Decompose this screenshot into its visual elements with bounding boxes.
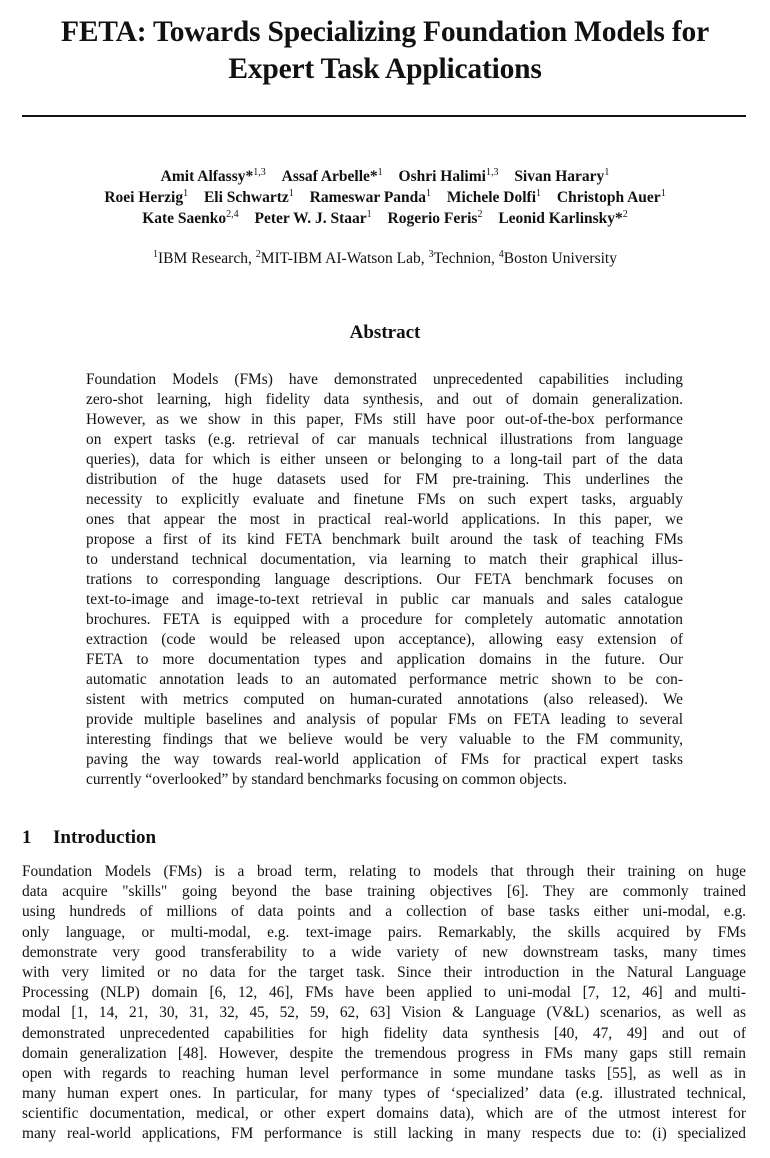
intro-line: scientific documentation, medical, or other expert domains data), which are of the utmost interest for [22, 1105, 746, 1123]
abstract-line: currently “overlooked” by standard benchmarks focusing on common objects. [86, 771, 567, 788]
author [204, 189, 294, 206]
abstract-line: ones that appear the most in practical real-world applications. In this paper, we [86, 511, 683, 528]
author-name: Roei Herzig [104, 189, 184, 206]
affiliation [499, 250, 617, 267]
author-name: Rogerio Feris [387, 210, 478, 227]
abstract-line: zero-shot learning, high fidelity data synthesis, and out of domain generalization. [86, 391, 683, 408]
abstract-line: propose a first of its kind FETA benchmark built around the task of teaching FMs [86, 531, 683, 548]
author-affil-sup: 1 [660, 188, 666, 199]
author-affil-sup: 2 [477, 209, 483, 220]
abstract-line: text-to-image and image-to-text retrieval in public car manuals and sales catalogue [86, 591, 683, 608]
author [514, 168, 609, 185]
author [310, 189, 431, 206]
author-affil-sup: 2 [622, 209, 628, 220]
abstract-line: queries), data for which is either unseen or belonging to a long-tail part of the data [86, 451, 683, 468]
author [447, 189, 541, 206]
author-name: Assaf Arbelle* [281, 168, 378, 185]
author [498, 210, 627, 227]
abstract-heading: Abstract [349, 322, 421, 343]
abstract-line: trations to corresponding language descriptions. Our FETA benchmark focuses on [86, 571, 683, 588]
abstract-line: automatic annotation leads to an automated performance metric shown to be con- [86, 671, 683, 688]
affiliation-sup: 4 [498, 249, 504, 260]
affiliation-name: Technion, [433, 250, 495, 267]
author-name: Michele Dolfi [446, 189, 537, 206]
title-line: FETA: Towards Specializing Foundation Models for [61, 16, 709, 48]
author-name: Peter W. J. Staar [254, 210, 367, 227]
intro-line: many human expert ones. In particular, for many types of ‘specialized’ data (e.g. illustrated technical, [22, 1085, 746, 1103]
author [282, 168, 383, 185]
abstract-line: sistent with metrics computed on human-curated annotations (also released). We [86, 691, 683, 708]
author [161, 168, 266, 185]
intro-line: demonstrated unprecedented capabilities for high fidelity data synthesis [40, 47, 49] and out of [22, 1024, 746, 1042]
affiliation-name: Boston University [503, 250, 617, 267]
abstract-line: paving the way towards real-world application of FMs for practical expert tasks [86, 751, 683, 768]
intro-line: open with regards to reaching human level performance in some mundane tasks [55], as well as in [22, 1064, 746, 1082]
abstract-line: extraction (code would be released upon acceptance), allowing easy extension of [86, 631, 683, 648]
author [388, 210, 483, 227]
abstract-line: brochures. FETA is equipped with a procedure for completely automatic annotation [86, 611, 683, 628]
intro-line: modal [1, 14, 21, 30, 31, 32, 45, 52, 59, 62, 63] Vision & Language (V&L) scenarios, as well as [22, 1004, 746, 1022]
section-heading-introduction [22, 826, 156, 850]
author-line [0, 208, 770, 229]
affiliation [256, 250, 425, 267]
intro-line: data acquire "skills" going beyond the base training objectives [6]. They are commonly trained [22, 883, 746, 901]
author-list [0, 166, 770, 229]
paper-title [0, 14, 770, 88]
intro-line: domain generalization [48]. However, despite the tremendous progress in FMs many gaps still remain [22, 1044, 746, 1062]
author-affil-sup: 1 [536, 188, 542, 199]
abstract-line: However, as we show in this paper, FMs still have poor out-of-the-box performance [86, 411, 683, 428]
abstract-line: distribution of the huge datasets used for FM pre-training. This underlines the [86, 471, 683, 488]
author-name: Kate Saenko [142, 210, 227, 227]
author-affil-sup: 1 [604, 167, 610, 178]
author-line [0, 166, 770, 187]
author-affil-sup: 1 [426, 188, 432, 199]
affiliation [429, 250, 495, 267]
author-name: Amit Alfassy* [160, 168, 254, 185]
author-name: Oshri Halimi [398, 168, 486, 185]
abstract-line: to understand technical documentation, via learning to match their graphical illus- [86, 551, 683, 568]
affiliation-name: IBM Research, [158, 250, 252, 267]
affiliation-sup: 2 [255, 249, 261, 260]
author-name: Christoph Auer [556, 189, 661, 206]
author-name: Rameswar Panda [309, 189, 427, 206]
intro-line: with very limited or no data for the target task. Since their introduction in the Natural Language [22, 963, 746, 981]
introduction-body [22, 862, 746, 1145]
intro-line: using hundreds of millions of data points and a collection of base tasks either uni-modal, e.g. [22, 903, 746, 921]
author-affil-sup: 1 [288, 188, 294, 199]
author [142, 210, 238, 227]
affiliation-sup: 1 [153, 249, 158, 260]
section-number: 1 [22, 827, 32, 848]
intro-line: many real-world applications, FM performance is still lacking in many respects due to: (i) specialized [22, 1125, 746, 1143]
abstract-line: interesting findings that we believe would be very valuable to the FM community, [86, 731, 683, 748]
abstract-line: provide multiple baselines and analysis of popular FMs on FETA leading to several [86, 711, 683, 728]
title-divider [22, 115, 746, 117]
intro-line: only language, or multi-modal, e.g. text-image pairs. Remarkably, the skills acquired by FMs [22, 923, 746, 941]
section-title: Introduction [53, 827, 157, 848]
affiliation-name: MIT-IBM AI-Watson Lab, [260, 250, 425, 267]
affiliations [0, 248, 770, 269]
abstract-line: on expert tasks (e.g. retrieval of car manuals technical illustrations from language [86, 431, 683, 448]
affiliation [153, 250, 252, 267]
author-affil-sup: 1,3 [253, 167, 266, 178]
author-affil-sup: 1 [183, 188, 189, 199]
abstract-body [86, 370, 683, 790]
author [399, 168, 499, 185]
author-affil-sup: 1,3 [485, 167, 499, 178]
author [557, 189, 666, 206]
author-affil-sup: 1 [366, 209, 372, 220]
author-name: Leonid Karlinsky* [498, 210, 623, 227]
intro-line: Foundation Models (FMs) is a broad term, relating to models that through their training on huge [22, 863, 746, 880]
abstract-line: necessity to explicitly evaluate and finetune FMs on such expert tasks, arguably [86, 491, 683, 508]
author [104, 189, 188, 206]
author-name: Eli Schwartz [203, 189, 289, 206]
author-affil-sup: 1 [377, 167, 383, 178]
intro-line: demonstrate very good transferability to a wide variety of new downstream tasks, many times [22, 943, 746, 961]
author-line [0, 187, 770, 208]
author [255, 210, 372, 227]
title-line: Expert Task Applications [228, 53, 542, 85]
author-name: Sivan Harary [514, 168, 605, 185]
intro-line: Processing (NLP) domain [6, 12, 46], FMs have been applied to uni-modal [7, 12, 46] and multi- [22, 984, 746, 1002]
abstract-line: FETA to more documentation types and application domains in the future. Our [86, 651, 683, 668]
affiliation-sup: 3 [428, 249, 434, 260]
abstract-line: Foundation Models (FMs) have demonstrated unprecedented capabilities including [86, 371, 683, 388]
author-affil-sup: 2,4 [226, 209, 239, 220]
